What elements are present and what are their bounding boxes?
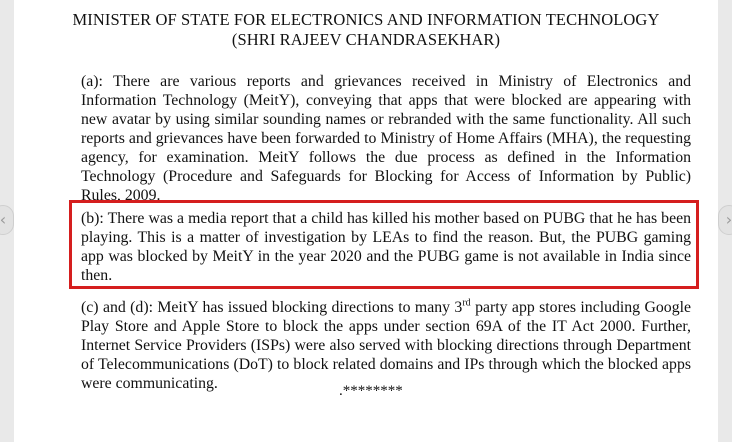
next-button[interactable] (718, 205, 732, 235)
previous-button[interactable] (0, 205, 14, 235)
paragraph-c-text-end: party app stores including Google Play Store and Apple Store to block the apps under section 69A of the IT Act 2000. Further, Internet Service Providers (ISPs) were also served with blocking directions through Department of Telecommunications (DoT) to block related domains and IPs through which the blocked apps were communicating. (81, 299, 691, 392)
paragraph-c-text-start: (c) and (d): MeitY has issued blocking directions to many 3 (81, 299, 463, 316)
paragraph-b: (b): There was a media report that a child has killed his mother based on PUBG that he has been playing. This is a matter of investigation by LEAs to find the reason. But, the PUBG gaming app was blocked by MeitY in the year 2020 and the PUBG game is not available in India since then. (81, 210, 691, 284)
end-of-document-mark: .******** (339, 383, 403, 399)
paragraph-a: (a): There are various reports and grievances received in Ministry of Electronics and Information Technology (MeitY), conveying that apps that were blocked are appearing with new avatar by using similar sounding names or rebranded with the same functionality. All such reports and grievances have been forwarded to Ministry of Home Affairs (MHA), the requesting agency, for examination. MeitY follows the due process as defined in the Information Technology (Procedure and Safeguards for Blocking for Access of Information by Public) Rules, 2009. (81, 73, 691, 204)
document-page (14, 0, 718, 442)
paragraph-c-d (81, 298, 691, 393)
chevron-left-icon: ‹ (0, 210, 7, 229)
chevron-right-icon: › (725, 210, 732, 229)
document-title-line1: MINISTER OF STATE FOR ELECTRONICS AND INFORMATION TECHNOLOGY (72, 10, 660, 29)
ordinal-superscript: rd (462, 297, 471, 309)
document-title-line2: (SHRI RAJEEV CHANDRASEKHAR) (231, 30, 501, 49)
